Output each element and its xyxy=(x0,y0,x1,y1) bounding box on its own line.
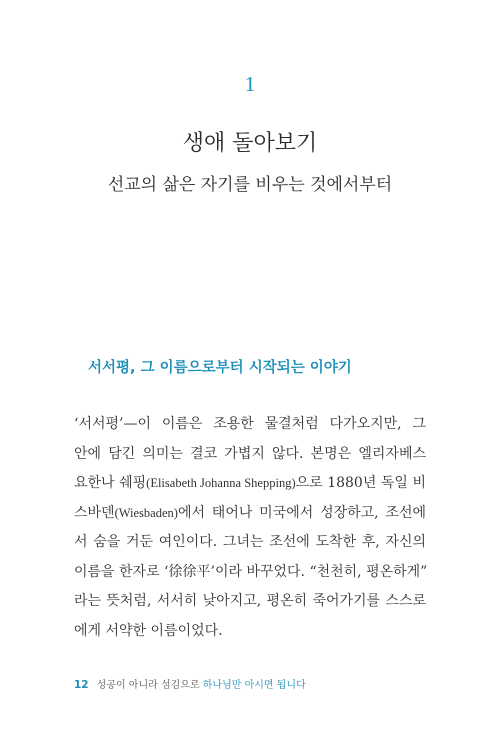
body-text-fragment: 스바덴 xyxy=(74,504,115,521)
chapter-number: 1 xyxy=(244,72,256,96)
body-line: 라는 뜻처럼, 서서히 낮아지고, 평온히 죽어가기를 스스로 xyxy=(74,593,426,609)
book-title-part2: 하나님만 아시면 됩니다 xyxy=(202,680,306,691)
body-line: 안에 담긴 의미는 결코 가볍지 않다. 본명은 엘리자베스 xyxy=(74,445,426,462)
body-line: 서 숨을 거둔 여인이다. 그녀는 조선에 도착한 후, 자신의 xyxy=(74,534,426,550)
body-line xyxy=(74,499,426,529)
body-paragraph xyxy=(74,410,426,646)
body-text-fragment: 요한나 쉐핑 xyxy=(74,475,147,491)
body-line: 이름을 한자로 ‘徐徐平’이라 바꾸었다. “천천히, 평온하게” xyxy=(74,563,428,580)
page-number: 12 xyxy=(74,679,89,691)
latin-place-name: (Wiesbaden) xyxy=(114,505,178,520)
section-heading: 서서평, 그 이름으로부터 시작되는 이야기 xyxy=(88,360,352,376)
page-footer xyxy=(74,676,306,691)
chapter-title: 생애 돌아보기 xyxy=(182,131,318,156)
body-line: ‘서서평’—이 이름은 조용한 물결처럼 다가오지만, 그 xyxy=(74,416,426,432)
body-text-fragment: 으로 1880년 독일 비 xyxy=(295,475,426,491)
chapter-subtitle: 선교의 삶은 자기를 비우는 것에서부터 xyxy=(107,175,393,195)
body-line: 에게 서약한 이름이었다. xyxy=(74,622,223,639)
body-line xyxy=(74,469,426,499)
book-title-part1: 성공이 아니라 섬김으로 xyxy=(96,680,200,691)
latin-name: (Elisabeth Johanna Shepping) xyxy=(146,476,296,490)
body-text-fragment: 에서 태어나 미국에서 성장하고, 조선에 xyxy=(177,504,426,521)
